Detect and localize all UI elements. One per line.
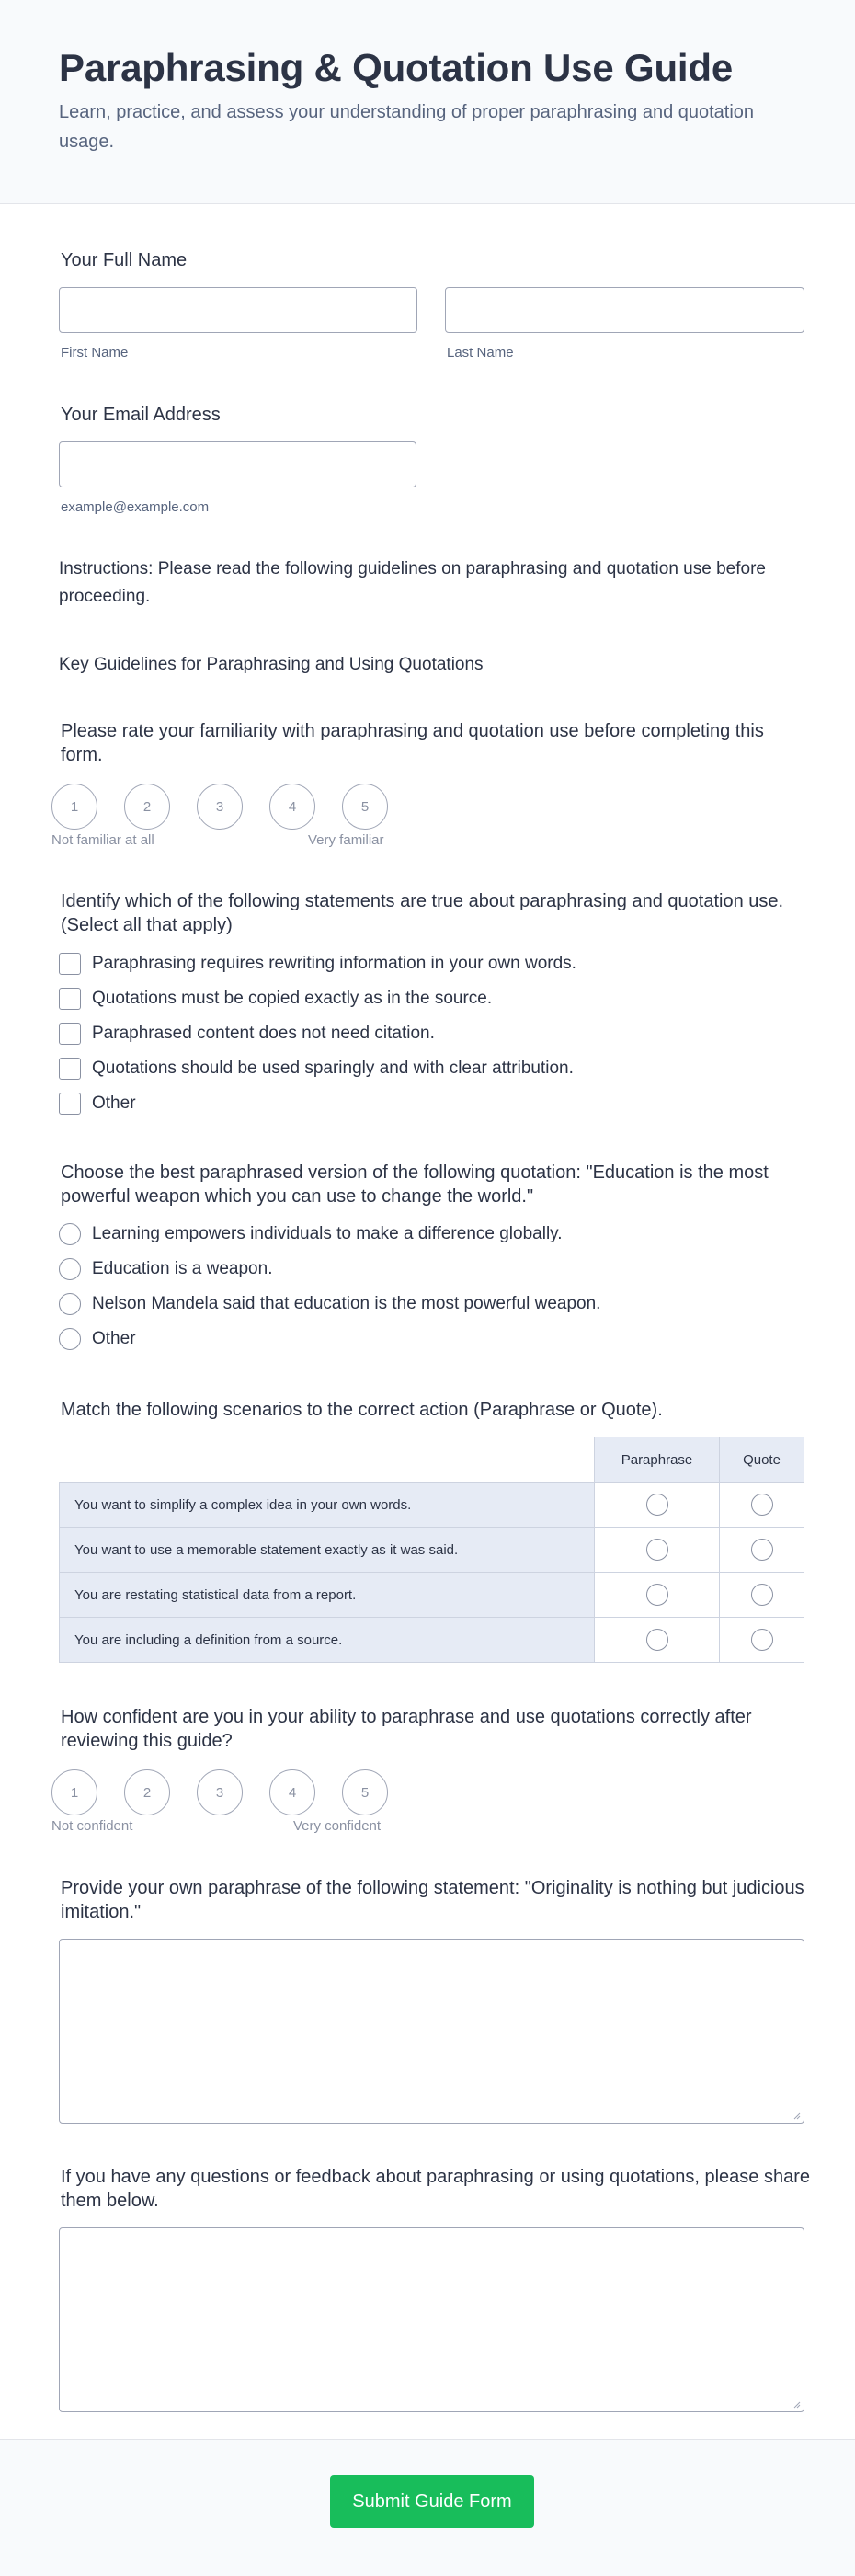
paraphrase-option-label: Other — [92, 1329, 136, 1348]
resize-grip-icon[interactable] — [792, 2111, 801, 2120]
checkbox[interactable] — [59, 1058, 81, 1080]
radio-button[interactable] — [646, 1494, 668, 1516]
own-paraphrase-label: Provide your own paraphrase of the following statement: "Originality is nothing but judicious imitation." — [61, 1878, 804, 1922]
best-paraphrase-label: Choose the best paraphrased version of the following quotation: "Education is the most powerful weapon which you can use to change the world." — [61, 1162, 769, 1207]
submit-button[interactable]: Submit Guide Form — [330, 2475, 534, 2528]
confidence-label: How confident are you in your ability to paraphrase and use quotations correctly after reviewing this guide? — [61, 1707, 752, 1751]
paraphrase-option-label: Nelson Mandela said that education is the most powerful weapon. — [92, 1294, 601, 1313]
radio-button[interactable] — [59, 1328, 81, 1350]
statement-option-label: Quotations should be used sparingly and with clear attribution. — [92, 1059, 574, 1078]
matrix-row-label: You want to use a memorable statement exactly as it was said. — [59, 1527, 595, 1573]
matrix-column-paraphrase: Paraphrase — [594, 1437, 720, 1483]
statement-option-label: Other — [92, 1093, 136, 1113]
matrix-row-label: You are restating statistical data from a report. — [59, 1572, 595, 1618]
checkbox[interactable] — [59, 1093, 81, 1115]
matrix-row-label: You want to simplify a complex idea in your own words. — [59, 1482, 595, 1528]
last-name-sublabel: Last Name — [447, 345, 514, 361]
matrix-cell[interactable] — [719, 1527, 804, 1573]
radio-button[interactable] — [646, 1629, 668, 1651]
email-label: Your Email Address — [61, 405, 221, 425]
form-header — [0, 0, 855, 204]
statements-label: Identify which of the following statements are true about paraphrasing and quotation use. (Select all that apply) — [61, 891, 784, 935]
email-sublabel: example@example.com — [61, 499, 210, 515]
matrix-cell[interactable] — [594, 1482, 720, 1528]
statement-option-label: Quotations must be copied exactly as in the source. — [92, 989, 493, 1008]
instructions-text: Instructions: Please read the following guidelines on paraphrasing and quotation use before proceeding. — [59, 559, 766, 606]
statement-option-label: Paraphrased content does not need citation. — [92, 1024, 435, 1043]
familiarity-option-2[interactable]: 2 — [124, 784, 170, 830]
paraphrase-option[interactable] — [59, 1258, 272, 1280]
own-paraphrase-textarea[interactable] — [59, 1939, 804, 2124]
familiarity-option-5[interactable]: 5 — [342, 784, 388, 830]
paraphrase-option-label: Education is a weapon. — [92, 1259, 273, 1278]
radio-button[interactable] — [646, 1539, 668, 1561]
feedback-wrapper — [59, 2227, 804, 2412]
paraphrase-option[interactable] — [59, 1293, 600, 1315]
feedback-textarea[interactable] — [59, 2227, 804, 2412]
resize-grip-icon[interactable] — [792, 2399, 801, 2409]
matrix-column-quote: Quote — [719, 1437, 804, 1483]
radio-button[interactable] — [646, 1584, 668, 1606]
paraphrase-option[interactable] — [59, 1223, 563, 1245]
confidence-min-caption: Not confident — [51, 1818, 133, 1834]
checkbox[interactable] — [59, 1023, 81, 1045]
radio-button[interactable] — [59, 1293, 81, 1315]
confidence-option-1[interactable]: 1 — [51, 1769, 97, 1815]
radio-button[interactable] — [751, 1629, 773, 1651]
confidence-option-4[interactable]: 4 — [269, 1769, 315, 1815]
statement-option[interactable] — [59, 988, 492, 1010]
matrix-cell[interactable] — [594, 1527, 720, 1573]
familiarity-min-caption: Not familiar at all — [51, 832, 154, 848]
page-title: Paraphrasing & Quotation Use Guide — [59, 46, 733, 89]
matrix-cell[interactable] — [719, 1572, 804, 1618]
familiarity-option-1[interactable]: 1 — [51, 784, 97, 830]
familiarity-option-4[interactable]: 4 — [269, 784, 315, 830]
feedback-label: If you have any questions or feedback about paraphrasing or using quotations, please share them below. — [61, 2167, 810, 2211]
radio-button[interactable] — [751, 1539, 773, 1561]
radio-button[interactable] — [751, 1584, 773, 1606]
own-paraphrase-wrapper — [59, 1939, 804, 2124]
matrix-cell[interactable] — [719, 1482, 804, 1528]
statement-option[interactable] — [59, 1023, 435, 1045]
email-input[interactable] — [59, 441, 416, 487]
page-subtitle: Learn, practice, and assess your understanding of proper paraphrasing and quotation usage. — [59, 102, 755, 152]
paraphrase-option[interactable] — [59, 1328, 136, 1350]
confidence-option-3[interactable]: 3 — [197, 1769, 243, 1815]
confidence-option-5[interactable]: 5 — [342, 1769, 388, 1815]
form-footer — [0, 2439, 855, 2576]
familiarity-label: Please rate your familiarity with paraphrasing and quotation use before completing this form. — [61, 721, 764, 765]
radio-button[interactable] — [59, 1258, 81, 1280]
checkbox[interactable] — [59, 953, 81, 975]
confidence-option-2[interactable]: 2 — [124, 1769, 170, 1815]
statement-option[interactable] — [59, 1058, 574, 1080]
matrix-cell[interactable] — [594, 1617, 720, 1663]
full-name-label: Your Full Name — [61, 250, 188, 270]
last-name-input[interactable] — [445, 287, 804, 333]
familiarity-max-caption: Very familiar — [308, 832, 384, 848]
matrix-label: Match the following scenarios to the correct action (Paraphrase or Quote). — [61, 1400, 663, 1420]
matrix-row-label: You are including a definition from a source. — [59, 1617, 595, 1663]
matrix-cell[interactable] — [594, 1572, 720, 1618]
first-name-input[interactable] — [59, 287, 417, 333]
form-body — [0, 204, 855, 2439]
guidelines-heading: Key Guidelines for Paraphrasing and Using Quotations — [59, 655, 484, 674]
checkbox[interactable] — [59, 988, 81, 1010]
first-name-sublabel: First Name — [61, 345, 129, 361]
statement-option[interactable] — [59, 953, 576, 975]
statement-option[interactable] — [59, 1093, 136, 1115]
familiarity-option-3[interactable]: 3 — [197, 784, 243, 830]
matrix-cell[interactable] — [719, 1617, 804, 1663]
radio-button[interactable] — [751, 1494, 773, 1516]
confidence-max-caption: Very confident — [293, 1818, 382, 1834]
paraphrase-option-label: Learning empowers individuals to make a difference globally. — [92, 1224, 563, 1243]
radio-button[interactable] — [59, 1223, 81, 1245]
statement-option-label: Paraphrasing requires rewriting information in your own words. — [92, 954, 576, 973]
